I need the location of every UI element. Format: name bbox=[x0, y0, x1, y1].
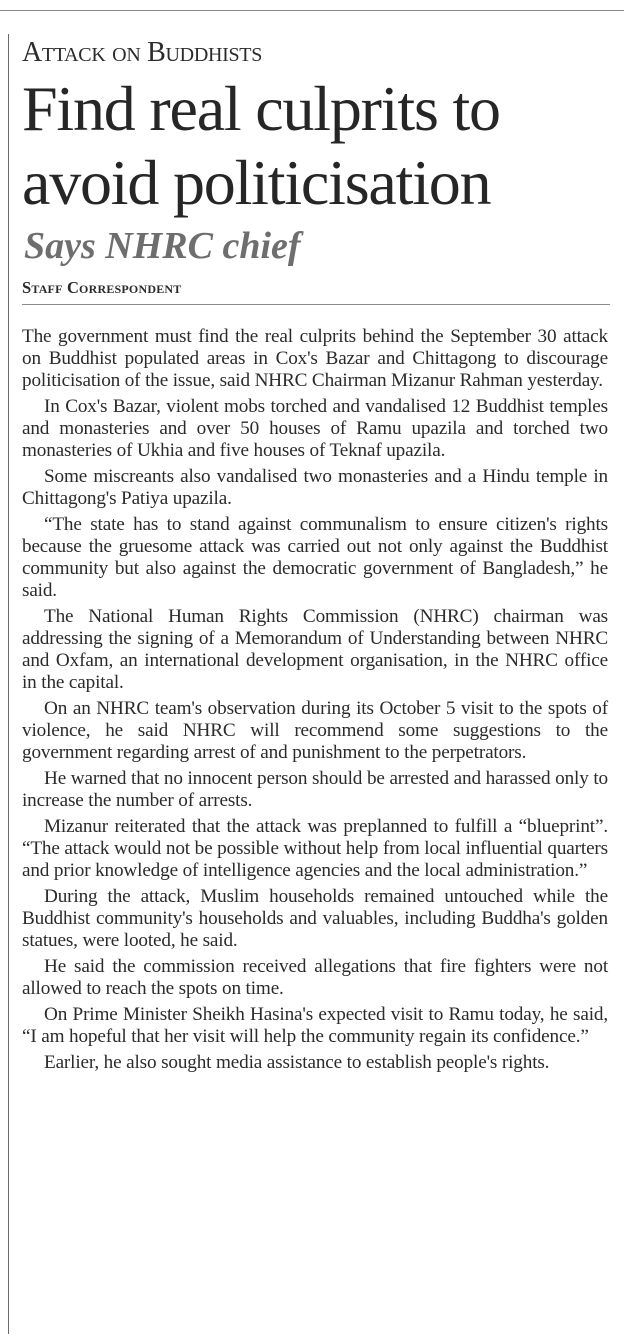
article-paragraph: He said the commission received allegations that fire fighters were not allowed to reach the spots on time. bbox=[22, 956, 608, 999]
article-paragraph: On an NHRC team's observation during its October 5 visit to the spots of violence, he said NHRC will recommend some suggestions to the government regarding arrest of and punishment to the perpetrators. bbox=[22, 698, 608, 763]
article-paragraph: Some miscreants also vandalised two monasteries and a Hindu temple in Chittagong's Patiya upazila. bbox=[22, 466, 608, 509]
article-paragraph: Earlier, he also sought media assistance to establish people's rights. bbox=[44, 1052, 550, 1073]
column-rule bbox=[8, 34, 9, 1334]
article-paragraph: He warned that no innocent person should be arrested and harassed only to increase the number of arrests. bbox=[22, 768, 608, 811]
article-headline: Find real culprits to avoid politicisation bbox=[22, 73, 500, 218]
article-paragraph: On Prime Minister Sheikh Hasina's expected visit to Ramu today, he said, “I am hopeful that her visit will help the community regain its confidence.” bbox=[22, 1004, 608, 1047]
news-article bbox=[22, 36, 612, 1074]
top-divider bbox=[0, 10, 624, 11]
article-kicker: Attack on Buddhists bbox=[22, 37, 263, 68]
article-paragraph: “The state has to stand against communalism to ensure citizen's rights because the gruesome attack was carried out not only against the Buddhist community but also against the democratic government of Bangladesh,” he said. bbox=[22, 514, 608, 601]
article-paragraph: During the attack, Muslim households remained untouched while the Buddhist community's households and valuables, including Buddha's golden statues, were looted, he said. bbox=[22, 886, 608, 951]
article-paragraph: In Cox's Bazar, violent mobs torched and vandalised 12 Buddhist temples and monasteries and over 50 houses of Ramu upazila and torched two monasteries of Ukhia and five houses of Teknaf upazila. bbox=[22, 396, 608, 461]
article-paragraph: Mizanur reiterated that the attack was preplanned to fulfill a “blueprint”. “The attack would not be possible without help from local influential quarters and prior knowledge of intelligence agencies and the local administration.” bbox=[22, 816, 608, 881]
article-subheadline: Says NHRC chief bbox=[24, 225, 301, 267]
article-paragraph: The National Human Rights Commission (NHRC) chairman was addressing the signing of a Memorandum of Understanding between NHRC and Oxfam, an international development organisation, in the NHRC office in the capital. bbox=[22, 606, 608, 693]
article-byline: Staff Correspondent bbox=[22, 278, 610, 305]
article-paragraph: The government must find the real culprits behind the September 30 attack on Buddhist populated areas in Cox's Bazar and Chittagong to discourage politicisation of the issue, said NHRC Chairman Mizanur Rahman yesterday. bbox=[22, 326, 608, 391]
article-body bbox=[22, 326, 608, 1074]
